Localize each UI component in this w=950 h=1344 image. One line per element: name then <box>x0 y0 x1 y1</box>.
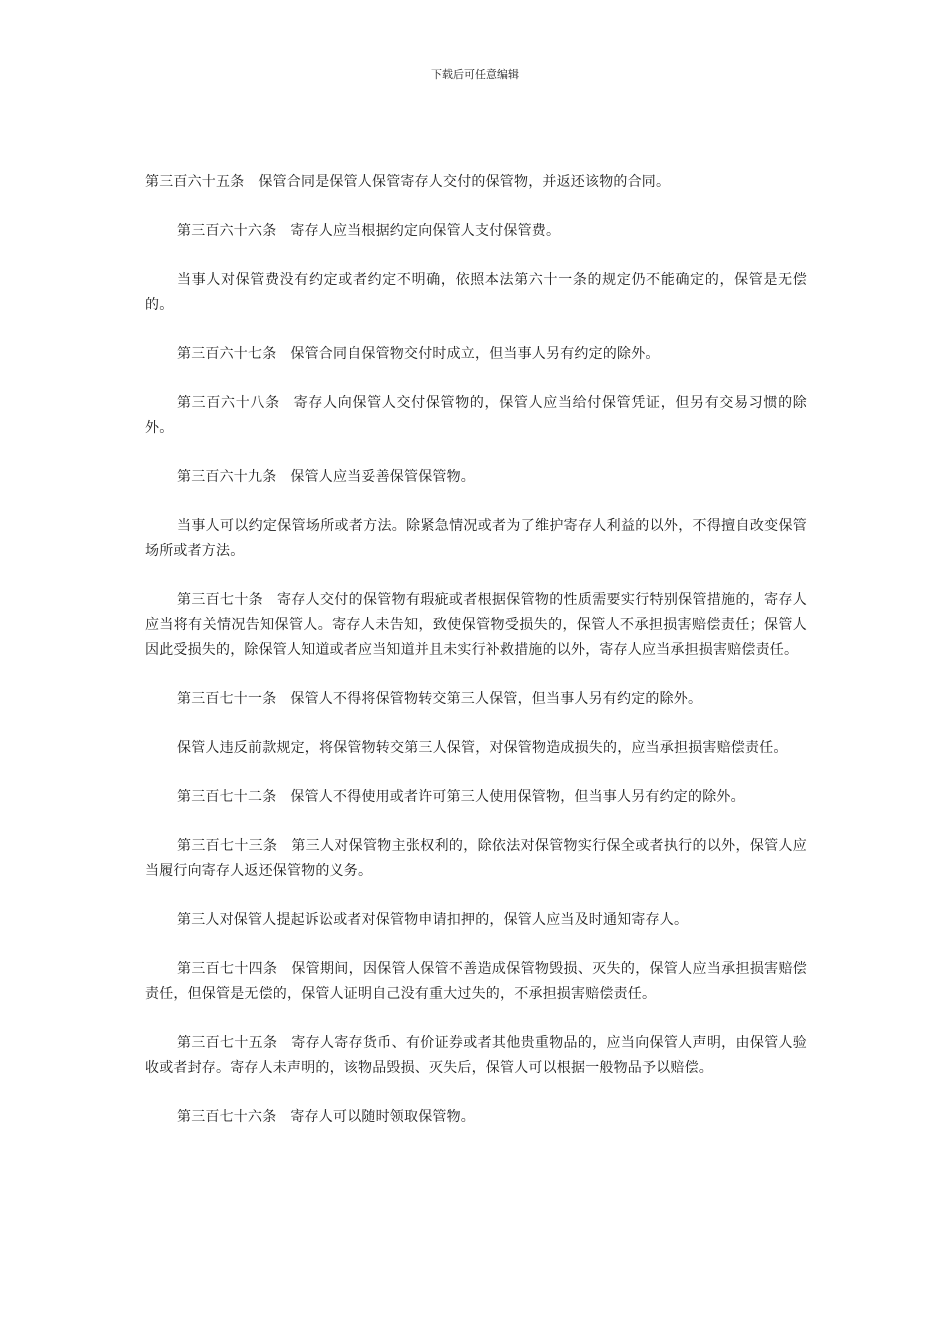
paragraph <box>145 588 807 663</box>
paragraph <box>145 514 807 564</box>
paragraph <box>145 1105 807 1130</box>
paragraph-text: 第三人对保管物主张权利的，除依法对保管物实行保全或者执行的以外，保管人应当履行向寄存人返还保管物的义务。 <box>145 838 808 879</box>
article-number: 第三百六十九条 <box>177 469 277 485</box>
paragraph <box>145 465 807 490</box>
paragraph <box>145 1031 807 1081</box>
paragraph-text: 寄存人可以随时领取保管物。 <box>290 1109 476 1125</box>
article-number: 第三百六十八条 <box>177 395 280 411</box>
paragraph-text: 当事人可以约定保管场所或者方法。除紧急情况或者为了维护寄存人利益的以外，不得擅自改变保管场所或者方法。 <box>145 518 807 559</box>
paragraph <box>145 908 807 933</box>
paragraph-text: 保管人不得将保管物转交第三人保管，但当事人另有约定的除外。 <box>290 691 703 707</box>
paragraph <box>145 268 807 318</box>
paragraph <box>145 687 807 712</box>
article-number: 第三百六十五条 <box>145 174 245 190</box>
paragraph-text: 寄存人应当根据约定向保管人支付保管费。 <box>290 223 561 239</box>
paragraph-text: 寄存人交付的保管物有瑕疵或者根据保管物的性质需要实行特别保管措施的，寄存人应当将有关情况告知保管人。寄存人未告知，致使保管物受损失的，保管人不承担损害赔偿责任；保管人因此受损失的，除保管人知道或者应当知道并且未实行补救措施的以外，寄存人应当承担损害赔偿责任。 <box>145 592 808 658</box>
paragraph-text: 保管合同自保管物交付时成立，但当事人另有约定的除外。 <box>290 346 660 362</box>
paragraph-text: 保管人应当妥善保管保管物。 <box>290 469 476 485</box>
paragraph-text: 寄存人向保管人交付保管物的，保管人应当给付保管凭证，但另有交易习惯的除外。 <box>145 395 807 436</box>
article-number: 第三百七十条 <box>177 592 263 608</box>
article-number: 第三百六十七条 <box>177 346 277 362</box>
article-number: 第三百七十一条 <box>177 691 277 707</box>
paragraph <box>145 342 807 367</box>
paragraph-text: 当事人对保管费没有约定或者约定不明确，依照本法第六十一条的规定仍不能确定的，保管是无偿的。 <box>145 272 807 313</box>
article-number: 第三百六十六条 <box>177 223 277 239</box>
paragraph-text: 保管合同是保管人保管寄存人交付的保管物，并返还该物的合同。 <box>258 174 671 190</box>
paragraph-text: 保管期间，因保管人保管不善造成保管物毁损、灭失的，保管人应当承担损害赔偿责任，但保管是无偿的，保管人证明自己没有重大过失的，不承担损害赔偿责任。 <box>145 961 808 1002</box>
article-number: 第三百七十二条 <box>177 789 277 805</box>
paragraph <box>145 834 807 884</box>
page-header: 下载后可任意编辑 <box>431 68 519 81</box>
paragraph <box>145 391 807 441</box>
article-number: 第三百七十六条 <box>177 1109 277 1125</box>
article-number: 第三百七十五条 <box>177 1035 278 1051</box>
paragraph <box>145 785 807 810</box>
paragraph <box>145 170 807 195</box>
paragraph-text: 保管人不得使用或者许可第三人使用保管物，但当事人另有约定的除外。 <box>290 789 745 805</box>
paragraph-text: 保管人违反前款规定，将保管物转交第三人保管，对保管物造成损失的，应当承担损害赔偿责任。 <box>177 740 788 756</box>
paragraph <box>145 957 807 1007</box>
paragraph-text: 第三人对保管人提起诉讼或者对保管物申请扣押的，保管人应当及时通知寄存人。 <box>177 912 689 928</box>
article-number: 第三百七十四条 <box>177 961 278 977</box>
paragraph-text: 寄存人寄存货币、有价证券或者其他贵重物品的，应当向保管人声明，由保管人验收或者封存。寄存人未声明的，该物品毁损、灭失后，保管人可以根据一般物品予以赔偿。 <box>145 1035 808 1076</box>
document-body <box>145 170 807 1154</box>
paragraph <box>145 219 807 244</box>
paragraph <box>145 736 807 761</box>
article-number: 第三百七十三条 <box>177 838 278 854</box>
